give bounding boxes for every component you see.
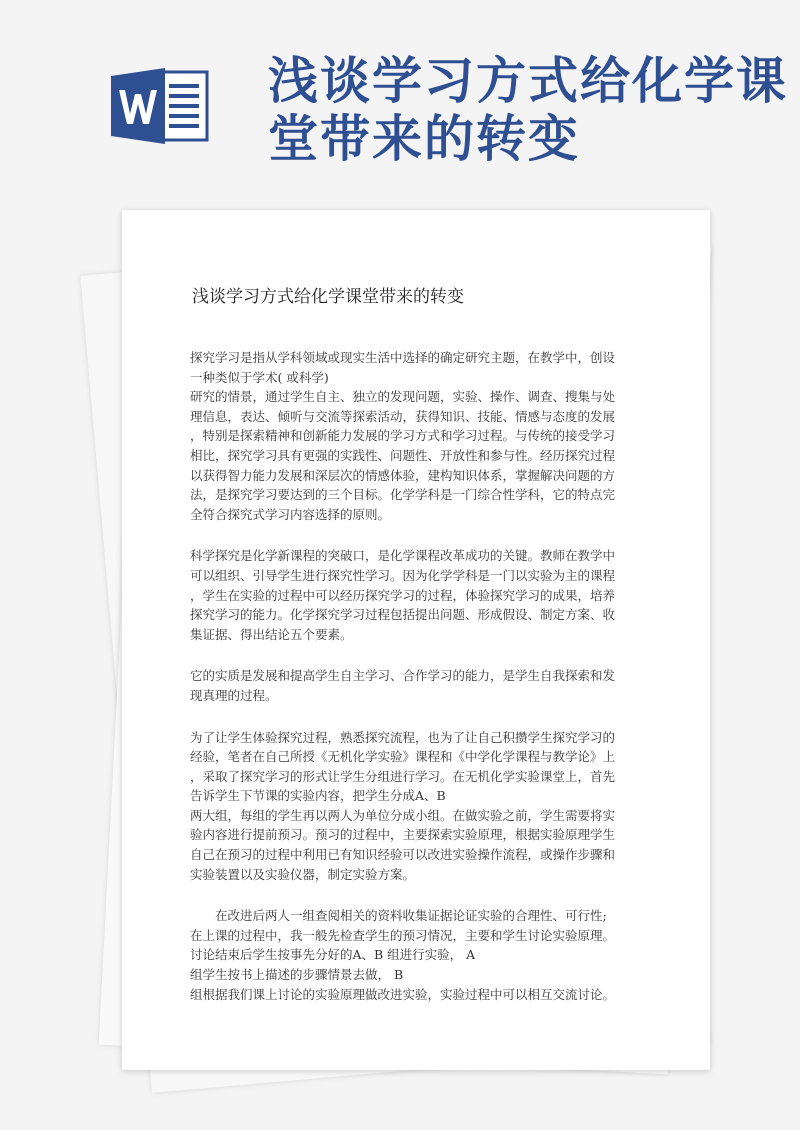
text-line: 全符合探究式学习内容选择的原则。	[190, 506, 391, 522]
text-line: 以获得智力能力发展和深层次的情感体验，建构知识体系，掌握解决问题的方	[190, 467, 616, 483]
hero-title-line-2: 堂带来的转变	[268, 110, 580, 168]
text-line: ，采取了探究学习的形式让学生分组进行学习。在无机化学实验课堂上，首先	[190, 768, 616, 784]
document-title: 浅谈学习方式给化学课堂带来的转变	[192, 287, 464, 307]
text-line: 经验，笔者在自己所授《无机化学实验》课程和《中学化学课程与教学论》上	[190, 749, 616, 765]
text-line: 理信息，表达、倾听与交流等探索活动，获得知识、技能、情感与态度的发展	[190, 408, 616, 424]
document-body	[190, 348, 630, 1026]
text-line: 相比，探究学习具有更强的实践性、问题性、开放性和参与性。经历探究过程	[190, 447, 616, 463]
text-line: 在改进后两人一组查阅相关的资料收集证据论证实验的合理性、可行性;	[215, 908, 607, 924]
hero-title-line-1: 浅谈学习方式给化学课	[268, 52, 788, 110]
word-document-icon	[111, 66, 211, 146]
text-line: 告诉学生下节课的实验内容，把学生分成A、B	[190, 788, 446, 804]
text-line: 为了让学生体验探究过程，熟悉探究流程，也为了让自己积攒学生探究学习的	[190, 729, 616, 745]
text-line: 现真理的过程。	[190, 687, 278, 703]
text-line: 探究学习是指从学科领域或现实生活中选择的确定研究主题，在教学中，创设	[190, 350, 616, 365]
hero-title	[268, 52, 788, 168]
text-line: 可以组织、引导学生进行探究性学习。因为化学学科是一门以实验为主的课程	[190, 567, 616, 583]
text-line: ，特别是探索精神和创新能力发展的学习方式和学习过程。与传统的接受学习	[190, 428, 616, 444]
text-line: 组根据我们课上讨论的实验原理做改进实验，实验过程中可以相互交流讨论。	[190, 986, 616, 1002]
text-line: 法，是探究学习要达到的三个目标。化学学科是一门综合性学科，它的特点完	[190, 487, 616, 503]
text-line: 科学探究是化学新课程的突破口，是化学课程改革成功的关键。教师在教学中	[190, 548, 616, 564]
text-line: 在上课的过程中，我一般先检查学生的预习情况，主要和学生讨论实验原理。	[190, 927, 616, 943]
text-line: 讨论结束后学生按事先分好的A、B 组进行实验， A	[190, 947, 476, 963]
text-line: 研究的情景，通过学生自主、独立的发现问题，实验、操作、调查、搜集与处	[190, 389, 616, 405]
text-line: 组学生按书上描述的步骤情景去做， B	[190, 967, 404, 983]
text-line: 探究学习的能力。化学探究学习过程包括提出问题、形成假设、制定方案、收	[190, 607, 616, 623]
text-line: 一种类似于学术( 或科学)	[190, 369, 329, 385]
paragraph	[190, 546, 630, 644]
text-line: 它的实质是发展和提高学生自主学习、合作学习的能力，是学生自我探索和发	[190, 668, 616, 684]
document-page	[122, 210, 710, 1070]
text-line: 实验装置以及实验仪器，制定实验方案。	[190, 866, 416, 882]
text-line: 验内容进行提前预习。预习的过程中，主要探索实验原理，根据实验原理学生	[190, 827, 616, 843]
text-line: 自己在预习的过程中利用已有知识经验可以改进实验操作流程，或操作步骤和	[190, 847, 616, 863]
text-line: 两大组，每组的学生再以两人为单位分成小组。在做实验之前，学生需要将实	[190, 807, 616, 823]
text-line: 集证据、得出结论五个要素。	[190, 626, 353, 642]
paragraph	[190, 666, 630, 705]
paragraph	[190, 906, 630, 1004]
paragraph	[190, 728, 630, 885]
paragraph	[190, 348, 630, 524]
text-line: ，学生在实验的过程中可以经历探究学习的过程，体验探究学习的成果，培养	[190, 587, 616, 603]
